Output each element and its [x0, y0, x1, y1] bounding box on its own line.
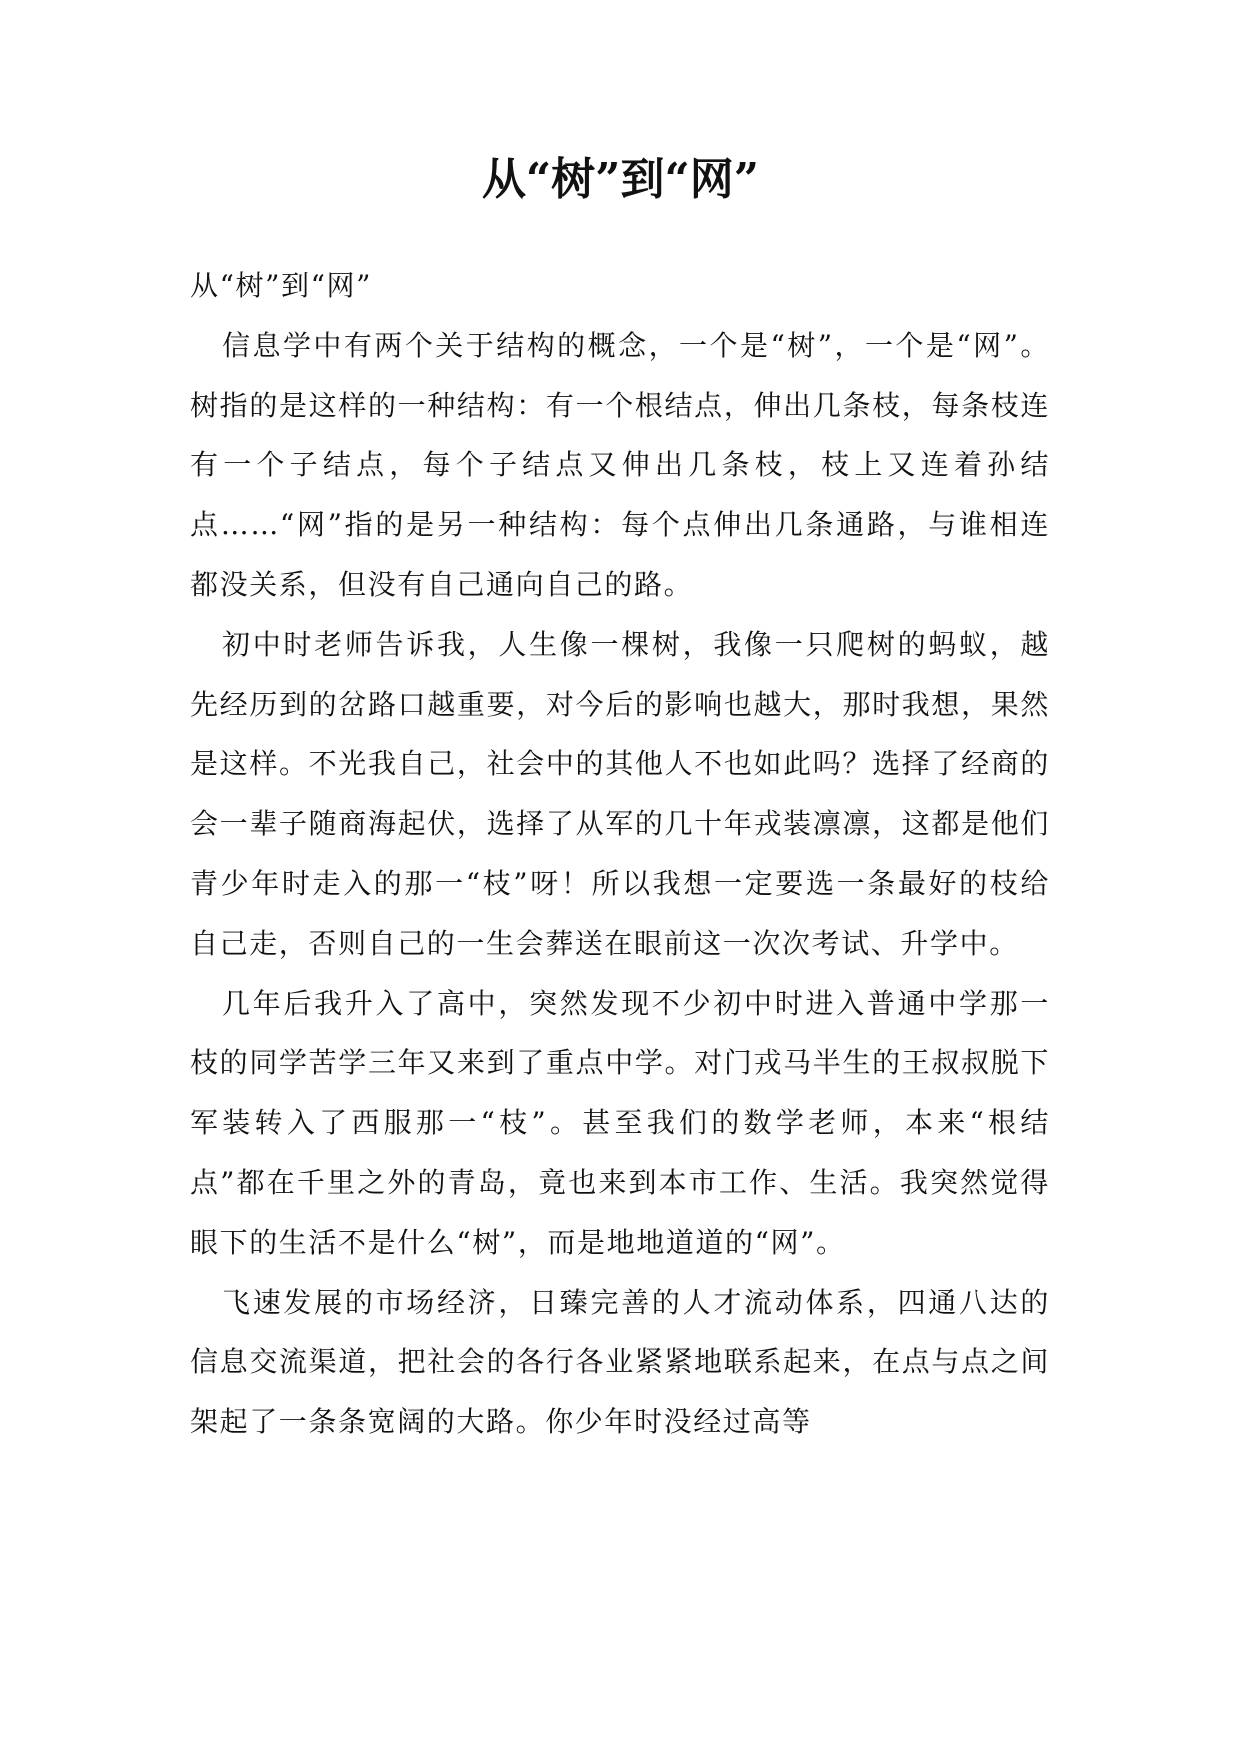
document-subtitle: 从“树”到“网” — [190, 269, 373, 302]
paragraph-2: 初中时老师告诉我，人生像一棵树，我像一只爬树的蚂蚁，越先经历到的岔路口越重要，对今后的影响也越大，那时我想，果然是这样。不光我自己，社会中的其他人不也如此吗？选择了经商的会一辈子随商海起伏，选择了从军的几十年戎装凛凛，这都是他们青少年时走入的那一“枝”呀！所以我想一定要选一条最好的枝给自己走，否则自己的一生会葬送在眼前这一次次考试、升学中。 — [190, 627, 1050, 960]
document-body — [190, 256, 1050, 1452]
paragraph-3: 几年后我升入了高中，突然发现不少初中时进入普通中学那一枝的同学苦学三年又来到了重点中学。对门戎马半生的王叔叔脱下军装转入了西服那一“枝”。甚至我们的数学老师，本来“根结点”都在千里之外的青岛，竟也来到本市工作、生活。我突然觉得眼下的生活不是什么“树”，而是地地道道的“网”。 — [190, 986, 1050, 1259]
paragraph-4: 飞速发展的市场经济，日臻完善的人才流动体系，四通八达的信息交流渠道，把社会的各行各业紧紧地联系起来，在点与点之间架起了一条条宽阔的大路。你少年时没经过高等 — [190, 1285, 1050, 1439]
document-title: 从“树”到“网” — [481, 154, 760, 205]
paragraph-1: 信息学中有两个关于结构的概念，一个是“树”，一个是“网”。树指的是这样的一种结构：有一个根结点，伸出几条枝，每条枝连有一个子结点，每个子结点又伸出几条枝，枝上又连着孙结点……“网”指的是另一种结构：每个点伸出几条通路，与谁相连都没关系，但没有自己通向自己的路。 — [190, 328, 1050, 601]
